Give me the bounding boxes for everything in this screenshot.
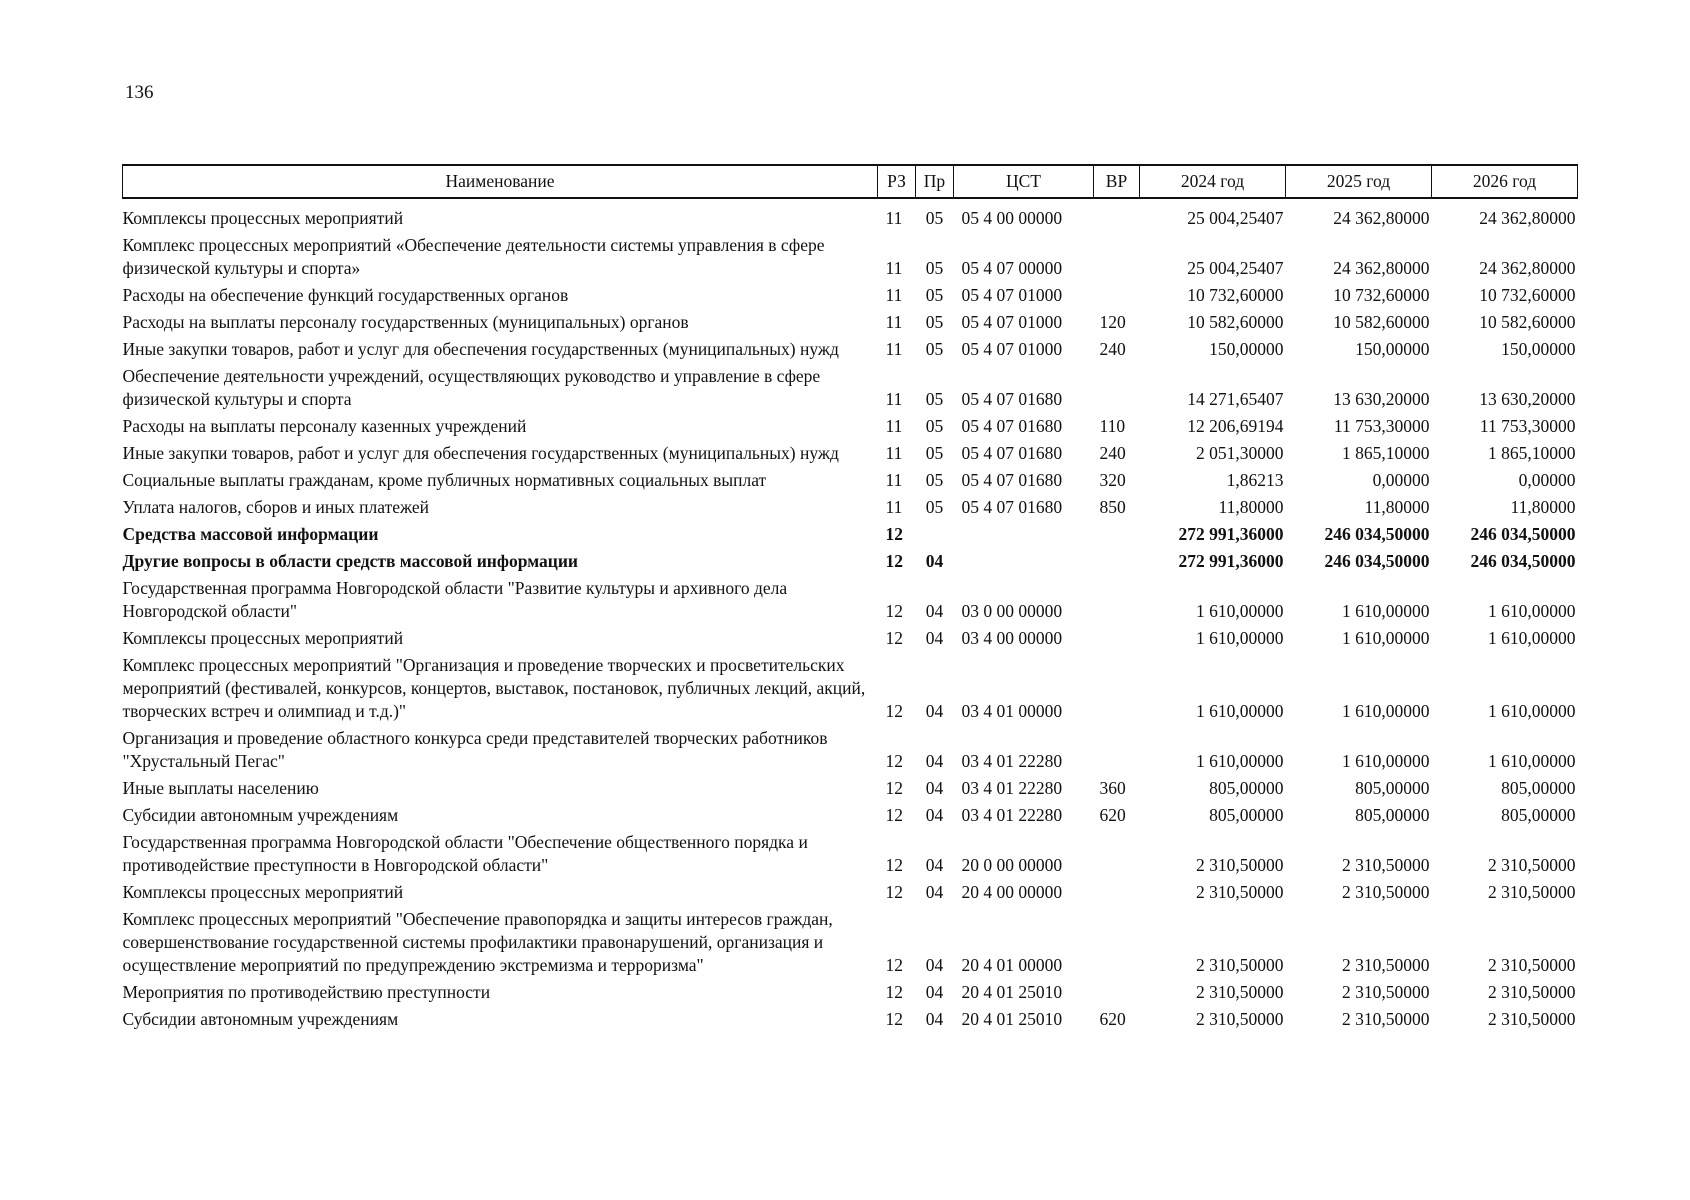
table-row: [123, 575, 1578, 625]
cell-vr: [1094, 363, 1140, 413]
cell-2025: 2 310,50000: [1342, 955, 1430, 975]
cell-vr: 320: [1099, 470, 1126, 490]
cell-vr: 120: [1099, 312, 1126, 332]
cell-2026: 1 610,00000: [1488, 628, 1576, 648]
spacer-cell: [123, 198, 1578, 205]
table-row: [123, 363, 1578, 413]
cell-vr: [1094, 906, 1140, 979]
cell-pr: 05: [925, 339, 944, 359]
cell-rz: 11: [885, 389, 903, 409]
cell-pr: 05: [925, 416, 944, 436]
header-spacer: [123, 198, 1578, 205]
cell-rz: 12: [885, 601, 903, 621]
cell-cst: 20 4 01 00000: [961, 955, 1063, 975]
cell-2026: 2 310,50000: [1488, 882, 1576, 902]
cell-rz: 11: [885, 470, 903, 490]
table-row: [123, 802, 1578, 829]
cell-name: Расходы на обеспечение функций государственных органов: [122, 285, 569, 305]
cell-2024: 805,00000: [1209, 778, 1284, 798]
cell-vr: [1094, 548, 1140, 575]
cell-2025: 10 582,60000: [1333, 312, 1430, 332]
cell-rz: 11: [885, 208, 903, 228]
cell-2025: 2 310,50000: [1342, 855, 1430, 875]
cell-name: Иные выплаты населению: [122, 778, 319, 798]
cell-name: Мероприятия по противодействию преступности: [122, 982, 491, 1002]
cell-cst: 05 4 07 01680: [961, 416, 1063, 436]
cell-2026: 246 034,50000: [1470, 551, 1576, 571]
cell-pr: 04: [925, 628, 944, 648]
cell-2026: 10 732,60000: [1479, 285, 1576, 305]
cell-rz: 11: [885, 258, 903, 278]
cell-pr: 04: [925, 855, 944, 875]
table-row: [123, 625, 1578, 652]
cell-name: Средства массовой информации: [122, 524, 379, 544]
cell-2026: 11 753,30000: [1479, 416, 1576, 436]
table-row: [123, 906, 1578, 979]
cell-pr: 05: [925, 285, 944, 305]
cell-cst: 20 0 00 00000: [961, 855, 1063, 875]
header-cst: ЦСТ: [954, 165, 1094, 198]
header-name: Наименование: [123, 165, 878, 198]
cell-cst: [954, 548, 1094, 575]
cell-cst: 20 4 01 25010: [961, 1009, 1063, 1029]
cell-name: Субсидии автономным учреждениям: [122, 1009, 399, 1029]
table-body: [123, 198, 1578, 1033]
cell-pr: 05: [925, 312, 944, 332]
cell-2026: 2 310,50000: [1488, 1009, 1576, 1029]
cell-vr: [1094, 725, 1140, 775]
cell-cst: 03 4 01 22280: [961, 751, 1063, 771]
cell-vr: 620: [1099, 1009, 1126, 1029]
cell-name: Организация и проведение областного конкурса среди представителей творческих работников "Хрустальный Пегас": [122, 728, 828, 771]
cell-2025: 13 630,20000: [1333, 389, 1430, 409]
cell-rz: 11: [885, 312, 903, 332]
cell-name: Комплексы процессных мероприятий: [122, 628, 404, 648]
cell-vr: [1094, 879, 1140, 906]
cell-2025: 0,00000: [1372, 470, 1430, 490]
cell-2024: 11,80000: [1218, 497, 1284, 517]
cell-vr: [1094, 979, 1140, 1006]
header-vr: ВР: [1094, 165, 1140, 198]
cell-cst: 05 4 07 01680: [961, 389, 1063, 409]
cell-rz: 11: [885, 443, 903, 463]
cell-2025: 24 362,80000: [1333, 208, 1430, 228]
cell-cst: 03 4 01 22280: [961, 778, 1063, 798]
cell-2025: 1 610,00000: [1342, 601, 1430, 621]
cell-cst: 05 4 07 01000: [961, 312, 1063, 332]
cell-rz: 12: [885, 701, 903, 721]
cell-vr: 240: [1099, 443, 1126, 463]
cell-name: Обеспечение деятельности учреждений, осуществляющих руководство и управление в сфере физической культуры и спорта: [122, 366, 821, 409]
cell-2024: 14 271,65407: [1187, 389, 1284, 409]
cell-rz: 11: [885, 497, 903, 517]
cell-pr: 04: [925, 751, 944, 771]
cell-2026: 0,00000: [1518, 470, 1576, 490]
cell-vr: [1094, 625, 1140, 652]
cell-2025: 1 610,00000: [1342, 751, 1430, 771]
cell-cst: 05 4 07 01000: [961, 285, 1063, 305]
cell-rz: 12: [885, 524, 903, 544]
cell-name: Комплекс процессных мероприятий "Обеспечение правопорядка и защиты интересов граждан, совершенствование государственной системы профилактики правонарушений, организация и осуществление мероприятий по предупреждению экстремизма и терроризма": [122, 909, 833, 975]
cell-2026: 2 310,50000: [1488, 955, 1576, 975]
cell-pr: 04: [925, 1009, 944, 1029]
cell-name: Государственная программа Новгородской области "Развитие культуры и архивного дела Новгородской области": [122, 578, 788, 621]
cell-rz: 12: [885, 778, 903, 798]
cell-2025: 2 310,50000: [1342, 1009, 1430, 1029]
cell-2024: 272 991,36000: [1178, 524, 1284, 544]
cell-2024: 25 004,25407: [1187, 208, 1284, 228]
cell-rz: 12: [885, 982, 903, 1002]
cell-2026: 13 630,20000: [1479, 389, 1576, 409]
cell-vr: 240: [1099, 339, 1126, 359]
cell-2026: 11,80000: [1510, 497, 1576, 517]
header-2024: 2024 год: [1140, 165, 1286, 198]
cell-2025: 246 034,50000: [1324, 524, 1430, 544]
cell-2024: 1,86213: [1226, 470, 1284, 490]
table-row: [123, 282, 1578, 309]
cell-2024: 2 310,50000: [1196, 1009, 1284, 1029]
cell-2024: 2 310,50000: [1196, 982, 1284, 1002]
cell-2026: 150,00000: [1501, 339, 1576, 359]
table-row: [123, 336, 1578, 363]
cell-cst: 05 4 07 01000: [961, 339, 1063, 359]
cell-pr: [916, 521, 954, 548]
cell-rz: 12: [885, 955, 903, 975]
cell-vr: 620: [1099, 805, 1126, 825]
cell-rz: 12: [885, 551, 903, 571]
cell-2025: 1 610,00000: [1342, 628, 1430, 648]
cell-vr: [1094, 521, 1140, 548]
cell-2024: 10 582,60000: [1187, 312, 1284, 332]
cell-name: Расходы на выплаты персоналу казенных учреждений: [122, 416, 527, 436]
cell-2026: 10 582,60000: [1479, 312, 1576, 332]
cell-pr: 04: [925, 955, 944, 975]
cell-rz: 11: [885, 285, 903, 305]
cell-pr: 04: [925, 601, 944, 621]
header-rz: РЗ: [878, 165, 916, 198]
cell-name: Комплекс процессных мероприятий "Организация и проведение творческих и просветительских мероприятий (фестивалей, конкурсов, концертов, выставок, постановок, публичных лекций, акций, творческих встреч и олимпиад и т.д.)": [122, 655, 866, 721]
cell-pr: 05: [925, 497, 944, 517]
header-pr: Пр: [916, 165, 954, 198]
cell-rz: 12: [885, 628, 903, 648]
cell-pr: 04: [925, 551, 944, 571]
cell-2026: 1 610,00000: [1488, 751, 1576, 771]
table-header: [123, 165, 1578, 198]
cell-cst: 03 4 01 22280: [961, 805, 1063, 825]
header-2026: 2026 год: [1432, 165, 1578, 198]
cell-2025: 11,80000: [1364, 497, 1430, 517]
cell-2025: 805,00000: [1355, 778, 1430, 798]
cell-pr: 05: [925, 470, 944, 490]
cell-name: Расходы на выплаты персоналу государственных (муниципальных) органов: [122, 312, 689, 332]
cell-2025: 2 310,50000: [1342, 882, 1430, 902]
cell-2026: 805,00000: [1501, 805, 1576, 825]
cell-name: Другие вопросы в области средств массовой информации: [122, 551, 579, 571]
cell-cst: 05 4 07 01680: [961, 443, 1063, 463]
cell-name: Комплекс процессных мероприятий «Обеспечение деятельности системы управления в сфере физической культуры и спорта»: [122, 235, 825, 278]
table-row: [123, 413, 1578, 440]
cell-rz: 12: [885, 805, 903, 825]
cell-vr: [1094, 232, 1140, 282]
table-row: [123, 829, 1578, 879]
cell-pr: 05: [925, 258, 944, 278]
cell-2026: 2 310,50000: [1488, 982, 1576, 1002]
cell-2024: 2 051,30000: [1196, 443, 1284, 463]
cell-cst: 05 4 00 00000: [961, 208, 1063, 228]
cell-name: Иные закупки товаров, работ и услуг для обеспечения государственных (муниципальных) нужд: [122, 339, 839, 359]
cell-2025: 10 732,60000: [1333, 285, 1430, 305]
cell-name: Уплата налогов, сборов и иных платежей: [122, 497, 429, 517]
cell-name: Социальные выплаты гражданам, кроме публичных нормативных социальных выплат: [122, 470, 767, 490]
cell-rz: 12: [885, 882, 903, 902]
cell-2026: 1 610,00000: [1488, 701, 1576, 721]
cell-2024: 10 732,60000: [1187, 285, 1284, 305]
cell-2024: 12 206,69194: [1187, 416, 1284, 436]
cell-2025: 24 362,80000: [1333, 258, 1430, 278]
cell-2024: 2 310,50000: [1196, 955, 1284, 975]
cell-rz: 11: [885, 339, 903, 359]
cell-2026: 24 362,80000: [1479, 258, 1576, 278]
cell-2026: 1 610,00000: [1488, 601, 1576, 621]
table-row: [123, 440, 1578, 467]
cell-2026: 24 362,80000: [1479, 208, 1576, 228]
table-row: [123, 309, 1578, 336]
header-2025: 2025 год: [1286, 165, 1432, 198]
cell-rz: 12: [885, 855, 903, 875]
cell-2025: 805,00000: [1355, 805, 1430, 825]
cell-pr: 05: [925, 443, 944, 463]
cell-vr: 850: [1099, 497, 1126, 517]
cell-vr: [1094, 282, 1140, 309]
page-number: 136: [125, 82, 154, 103]
cell-2025: 1 610,00000: [1342, 701, 1430, 721]
cell-name: Комплексы процессных мероприятий: [122, 208, 404, 228]
cell-pr: 04: [925, 882, 944, 902]
cell-vr: [1094, 652, 1140, 725]
table-row: [123, 467, 1578, 494]
table-row: [123, 548, 1578, 575]
cell-vr: [1094, 575, 1140, 625]
cell-2024: 2 310,50000: [1196, 855, 1284, 875]
cell-2024: 150,00000: [1209, 339, 1284, 359]
cell-name: Субсидии автономным учреждениям: [122, 805, 399, 825]
cell-vr: 110: [1099, 416, 1126, 436]
cell-rz: 12: [885, 751, 903, 771]
cell-pr: 04: [925, 805, 944, 825]
cell-name: Государственная программа Новгородской области "Обеспечение общественного порядка и противодействие преступности в Новгородской области": [122, 832, 808, 875]
cell-2025: 1 865,10000: [1342, 443, 1430, 463]
cell-2024: 2 310,50000: [1196, 882, 1284, 902]
cell-cst: 03 4 01 00000: [961, 701, 1063, 721]
table-row: [123, 879, 1578, 906]
table-row: [123, 979, 1578, 1006]
cell-2024: 25 004,25407: [1187, 258, 1284, 278]
cell-2026: 805,00000: [1501, 778, 1576, 798]
cell-pr: 05: [925, 208, 944, 228]
cell-2026: 2 310,50000: [1488, 855, 1576, 875]
cell-cst: 03 0 00 00000: [961, 601, 1063, 621]
cell-2024: 1 610,00000: [1196, 628, 1284, 648]
budget-table: [122, 164, 1578, 1033]
cell-2024: 1 610,00000: [1196, 701, 1284, 721]
cell-rz: 11: [885, 416, 903, 436]
cell-2024: 1 610,00000: [1196, 751, 1284, 771]
cell-cst: 20 4 00 00000: [961, 882, 1063, 902]
cell-2024: 805,00000: [1209, 805, 1284, 825]
table-row: [123, 232, 1578, 282]
cell-2024: 1 610,00000: [1196, 601, 1284, 621]
cell-2025: 246 034,50000: [1324, 551, 1430, 571]
table-row: [123, 725, 1578, 775]
cell-vr: [1094, 829, 1140, 879]
cell-name: Иные закупки товаров, работ и услуг для обеспечения государственных (муниципальных) нужд: [122, 443, 839, 463]
table-row: [123, 1006, 1578, 1033]
cell-2025: 150,00000: [1355, 339, 1430, 359]
cell-pr: 04: [925, 982, 944, 1002]
cell-cst: 20 4 01 25010: [961, 982, 1063, 1002]
cell-2026: 1 865,10000: [1488, 443, 1576, 463]
table-row: [123, 775, 1578, 802]
table-row: [123, 521, 1578, 548]
cell-cst: 03 4 00 00000: [961, 628, 1063, 648]
cell-cst: 05 4 07 00000: [961, 258, 1063, 278]
cell-cst: 05 4 07 01680: [961, 470, 1063, 490]
cell-2025: 11 753,30000: [1333, 416, 1430, 436]
cell-2025: 2 310,50000: [1342, 982, 1430, 1002]
cell-pr: 04: [925, 778, 944, 798]
cell-rz: 12: [885, 1009, 903, 1029]
cell-name: Комплексы процессных мероприятий: [122, 882, 404, 902]
cell-2024: 272 991,36000: [1178, 551, 1284, 571]
cell-cst: [954, 521, 1094, 548]
cell-vr: 360: [1099, 778, 1126, 798]
table-row: [123, 205, 1578, 232]
cell-pr: 05: [925, 389, 944, 409]
table-row: [123, 494, 1578, 521]
cell-2026: 246 034,50000: [1470, 524, 1576, 544]
cell-pr: 04: [925, 701, 944, 721]
cell-cst: 05 4 07 01680: [961, 497, 1063, 517]
cell-vr: [1094, 205, 1140, 232]
table-row: [123, 652, 1578, 725]
